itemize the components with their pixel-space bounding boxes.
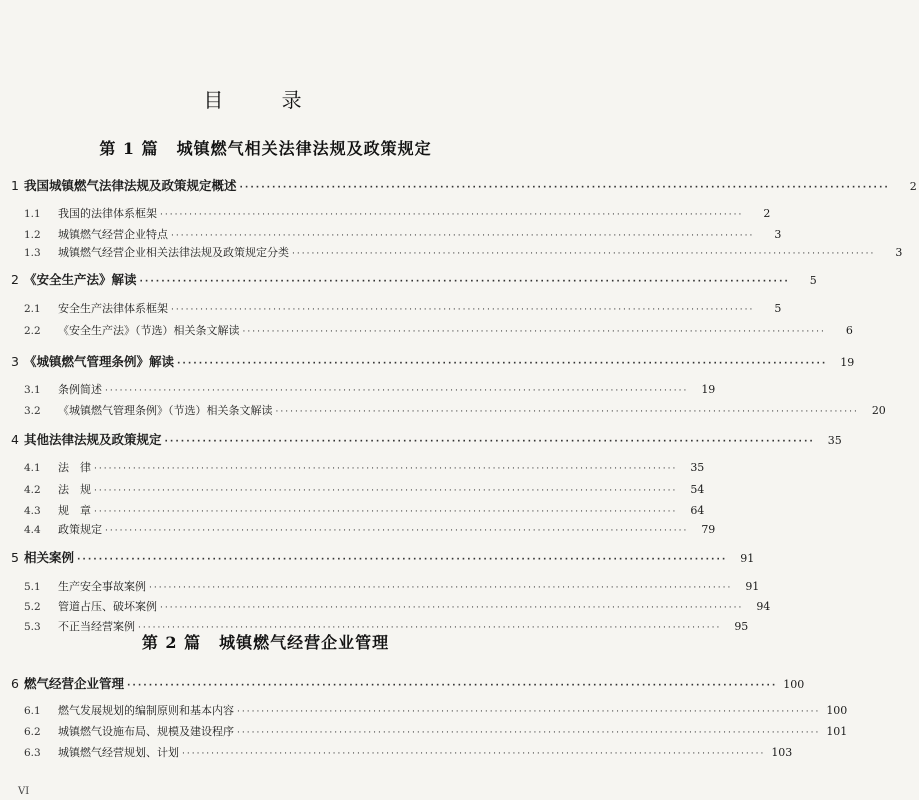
dot-leader: ························································································································ bbox=[160, 210, 744, 220]
dot-leader: ························································································································ bbox=[239, 183, 890, 193]
entry-page-number: 100 bbox=[783, 678, 805, 691]
entry-page-number: 6 bbox=[845, 324, 853, 337]
entry-page-number: 3 bbox=[895, 246, 903, 259]
dot-leader: ························································································································ bbox=[77, 555, 728, 565]
entry-number: 5 bbox=[11, 550, 19, 565]
dot-leader: ························································································································ bbox=[139, 277, 790, 287]
entry-page-number: 103 bbox=[771, 746, 793, 759]
entry-page-number: 5 bbox=[809, 274, 817, 287]
part-label: 第 1 篇 bbox=[99, 139, 159, 158]
dot-leader: ························································································································ bbox=[171, 305, 755, 315]
toc-section-entry[interactable] bbox=[0, 502, 705, 522]
entry-number: 6.3 bbox=[24, 747, 41, 759]
entry-page-number: 35 bbox=[827, 434, 842, 447]
toc-section-entry[interactable] bbox=[0, 322, 853, 342]
entry-number: 5.2 bbox=[24, 601, 41, 613]
dot-leader: ························································································································ bbox=[171, 231, 755, 241]
entry-page-number: 5 bbox=[774, 302, 782, 315]
entry-number: 1.3 bbox=[24, 247, 41, 259]
toc-title: 目 录 bbox=[203, 88, 328, 112]
entry-title: 燃气经营企业管理 bbox=[24, 676, 125, 691]
toc-chapter-entry[interactable] bbox=[0, 430, 842, 450]
toc-section-entry[interactable] bbox=[0, 702, 848, 722]
entry-title: 《安全生产法》（节选）相关条文解读 bbox=[58, 324, 240, 337]
toc-section-entry[interactable] bbox=[0, 481, 705, 501]
entry-page-number: 2 bbox=[909, 180, 917, 193]
entry-page-number: 91 bbox=[745, 580, 760, 593]
entry-title: 《安全生产法》解读 bbox=[24, 272, 137, 287]
entry-number: 5.1 bbox=[24, 581, 41, 593]
entry-title: 《城镇燃气管理条例》解读 bbox=[24, 354, 175, 369]
entry-page-number: 19 bbox=[840, 356, 855, 369]
entry-title: 生产安全事故案例 bbox=[58, 580, 146, 593]
dot-leader: ························································································································ bbox=[105, 526, 689, 536]
entry-page-number: 19 bbox=[701, 383, 716, 396]
dot-leader: ························································································································ bbox=[164, 437, 815, 447]
entry-page-number: 3 bbox=[774, 228, 782, 241]
dot-leader: ························································································································ bbox=[149, 583, 733, 593]
entry-number: 5.3 bbox=[24, 621, 41, 633]
entry-title: 不正当经营案例 bbox=[58, 620, 135, 633]
toc-section-entry[interactable] bbox=[0, 459, 705, 479]
entry-number: 2 bbox=[11, 272, 19, 287]
entry-title: 管道占压、破坏案例 bbox=[58, 600, 157, 613]
entry-page-number: 101 bbox=[826, 725, 848, 738]
entry-number: 4 bbox=[11, 432, 19, 447]
entry-number: 1 bbox=[11, 178, 19, 193]
entry-number: 3 bbox=[11, 354, 19, 369]
dot-leader: ························································································································ bbox=[237, 707, 821, 717]
entry-page-number: 54 bbox=[690, 483, 705, 496]
part-label: 第 2 篇 bbox=[141, 633, 202, 652]
toc-section-entry[interactable] bbox=[0, 244, 903, 264]
toc-chapter-entry[interactable] bbox=[0, 176, 917, 196]
entry-page-number: 20 bbox=[871, 404, 886, 417]
entry-number: 3.2 bbox=[24, 405, 41, 417]
dot-leader: ························································································································ bbox=[275, 407, 859, 417]
toc-chapter-entry[interactable] bbox=[0, 352, 855, 372]
entry-number: 6.1 bbox=[24, 705, 41, 717]
entry-number: 6 bbox=[11, 676, 19, 691]
entry-page-number: 95 bbox=[734, 620, 749, 633]
dot-leader: ························································································································ bbox=[237, 728, 821, 738]
entry-number: 3.1 bbox=[24, 384, 41, 396]
toc-section-entry[interactable] bbox=[0, 205, 771, 225]
entry-number: 4.2 bbox=[24, 484, 41, 496]
dot-leader: ························································································································ bbox=[105, 386, 689, 396]
toc-chapter-entry[interactable] bbox=[0, 548, 755, 568]
toc-section-entry[interactable] bbox=[0, 578, 760, 598]
dot-leader: ························································································································ bbox=[177, 359, 828, 369]
entry-number: 4.1 bbox=[24, 462, 41, 474]
entry-title: 燃气发展规划的编制原则和基本内容 bbox=[58, 704, 234, 717]
dot-leader: ························································································································ bbox=[182, 749, 766, 759]
dot-leader: ························································································································ bbox=[127, 681, 778, 691]
entry-title: 相关案例 bbox=[24, 550, 75, 565]
entry-page-number: 91 bbox=[740, 552, 755, 565]
entry-title: 城镇燃气经营规划、计划 bbox=[58, 746, 179, 759]
dot-leader: ························································································································ bbox=[94, 464, 678, 474]
part-title: 城镇燃气经营企业管理 bbox=[219, 633, 390, 652]
entry-title: 我国城镇燃气法律法规及政策规定概述 bbox=[24, 178, 237, 193]
entry-title: 安全生产法律体系框架 bbox=[58, 302, 168, 315]
dot-leader: ························································································································ bbox=[94, 507, 678, 517]
entry-number: 1.2 bbox=[24, 229, 41, 241]
toc-section-entry[interactable] bbox=[0, 723, 848, 743]
dot-leader: ························································································································ bbox=[242, 327, 826, 337]
entry-number: 4.3 bbox=[24, 505, 41, 517]
entry-page-number: 2 bbox=[763, 207, 771, 220]
entry-page-number: 35 bbox=[690, 461, 705, 474]
page-number: VI bbox=[18, 786, 30, 797]
toc-section-entry[interactable] bbox=[0, 402, 886, 422]
entry-number: 2.2 bbox=[24, 325, 41, 337]
entry-title: 条例简述 bbox=[58, 383, 102, 396]
entry-title: 城镇燃气经营企业相关法律法规及政策规定分类 bbox=[58, 246, 289, 259]
entry-title: 法 规 bbox=[58, 483, 91, 496]
toc-section-entry[interactable] bbox=[0, 381, 716, 401]
entry-page-number: 64 bbox=[690, 504, 705, 517]
entry-number: 2.1 bbox=[24, 303, 41, 315]
part-heading-1 bbox=[0, 136, 531, 159]
toc-chapter-entry[interactable] bbox=[0, 270, 817, 290]
dot-leader: ························································································································ bbox=[292, 249, 876, 259]
toc-section-entry[interactable] bbox=[0, 598, 771, 618]
entry-title: 政策规定 bbox=[58, 523, 102, 536]
toc-section-entry[interactable] bbox=[0, 521, 716, 541]
entry-page-number: 94 bbox=[756, 600, 771, 613]
entry-title: 其他法律法规及政策规定 bbox=[24, 432, 162, 447]
toc-section-entry[interactable] bbox=[0, 744, 793, 764]
toc-chapter-entry[interactable] bbox=[0, 674, 805, 694]
entry-title: 法 律 bbox=[58, 461, 91, 474]
entry-title: 规 章 bbox=[58, 504, 91, 517]
entry-number: 1.1 bbox=[24, 208, 41, 220]
dot-leader: ························································································································ bbox=[138, 623, 722, 633]
toc-section-entry[interactable] bbox=[0, 226, 782, 246]
dot-leader: ························································································································ bbox=[160, 603, 744, 613]
entry-number: 4.4 bbox=[24, 524, 41, 536]
dot-leader: ························································································································ bbox=[94, 486, 678, 496]
entry-page-number: 100 bbox=[826, 704, 848, 717]
entry-page-number: 79 bbox=[701, 523, 716, 536]
entry-title: 《城镇燃气管理条例》（节选）相关条文解读 bbox=[58, 404, 273, 417]
toc-section-entry[interactable] bbox=[0, 300, 782, 320]
entry-number: 6.2 bbox=[24, 726, 41, 738]
part-title: 城镇燃气相关法律法规及政策规定 bbox=[176, 139, 432, 158]
entry-title: 我国的法律体系框架 bbox=[58, 207, 157, 220]
entry-title: 城镇燃气设施布局、规模及建设程序 bbox=[58, 725, 234, 738]
toc-section-entry[interactable] bbox=[0, 618, 749, 638]
entry-title: 城镇燃气经营企业特点 bbox=[58, 228, 168, 241]
